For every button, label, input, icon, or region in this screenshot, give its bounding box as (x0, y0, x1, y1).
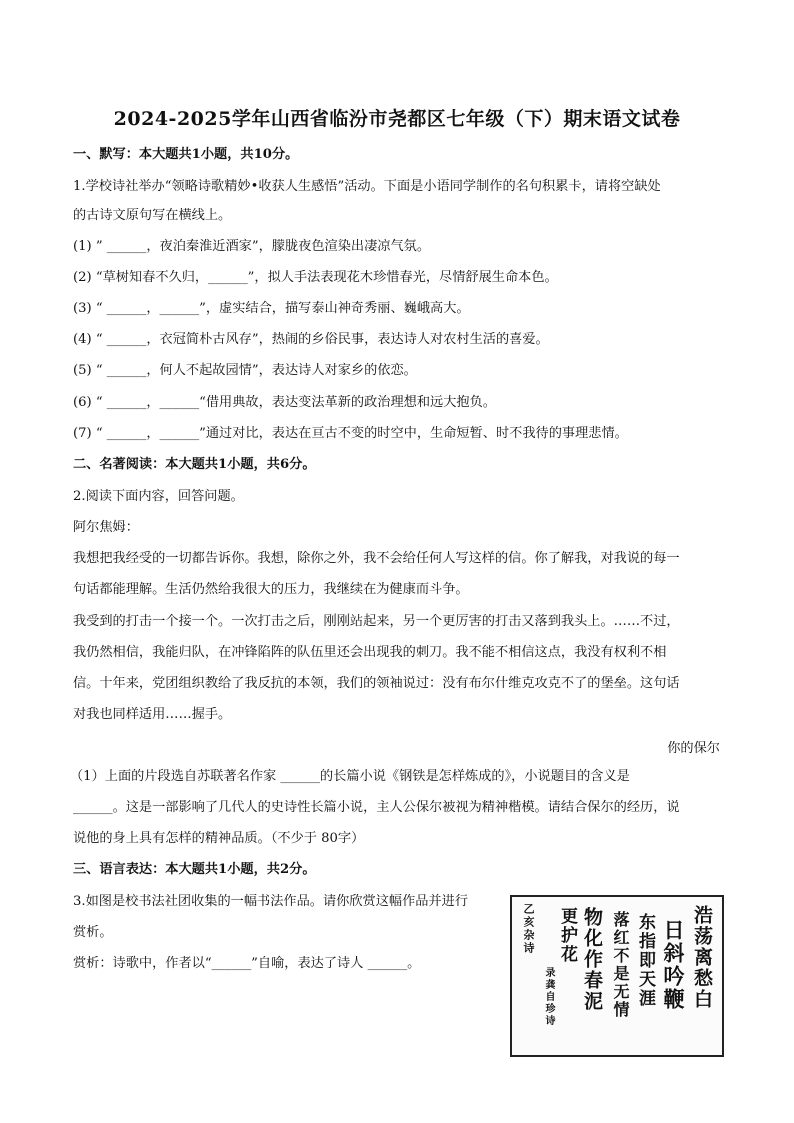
q1-item-4: (4) “ ______，衣冠简朴古风存”，热闹的乡俗民事，表达诗人对农村生活的喜爱。 (73, 332, 549, 347)
letter-p1-line-2: 句话都能理解。生活仍然给我很大的压力，我继续在为健康而斗争。 (73, 582, 469, 597)
letter-p2-line-3: 信。十年来，党团组织教给了我反抗的本领，我们的领袖说过：没有布尔什维克攻克不了的堡垒。这句话 (73, 676, 680, 691)
q3-prompt-line-1: 3.如图是校书法社团收集的一幅书法作品。请你欣赏这幅作品并进行 (73, 894, 469, 909)
section-1-heading: 一、默写：本大题共1小题，共10分。 (73, 147, 299, 162)
calligraphy-column: 落红不是无情 (611, 911, 630, 1019)
q1-item-6: (6) “ ______，______“借用典故，表达变法革新的政治理想和远大抱负。 (73, 395, 496, 410)
q2-prompt: 2.阅读下面内容，回答问题。 (73, 489, 244, 504)
q3-prompt-line-2: 赏析。 (73, 925, 113, 940)
letter-salutation: 阿尔焦姆： (73, 520, 139, 535)
letter-p2-line-1: 我受到的打击一个接一个。一次打击之后，刚刚站起来，另一个更厉害的打击又落到我头上。……不过， (73, 614, 680, 629)
q1-item-7: (7) “ ______，______”通过对比，表达在亘古不变的时空中，生命短暂、时不我待的事理悲情。 (73, 426, 628, 441)
q1-item-1: (1) ” ______，夜泊秦淮近酒家”，朦胧夜色渲染出凄凉气氛。 (73, 239, 431, 254)
q1-item-3: (3) “ ______，______”，虚实结合，描写泰山神奇秀丽、巍峨高大。 (73, 301, 470, 316)
section-2-heading: 二、名著阅读：本大题共1小题，共6分。 (73, 457, 316, 472)
q1-item-5: (5) “ ______，何人不起故园情”，表达诗人对家乡的依恋。 (73, 363, 417, 378)
page-title: 2024-2025学年山西省临汾市尧都区七年级（下）期末语文试卷 (113, 108, 681, 130)
calligraphy-column: 东指即天涯 (635, 913, 655, 1008)
letter-p2-line-4: 对我也同样适用……握手。 (73, 707, 232, 722)
q2-sub1-line-1: （1）上面的片段选自苏联著名作家 ______的长篇小说《钢铁是怎样炼成的》，小说题目的含义是 (70, 769, 630, 784)
calligraphy-column: 录龚自珍诗 (543, 967, 554, 1027)
calligraphy-column: 更护花 (557, 907, 577, 964)
calligraphy-column: 乙亥杂诗 (522, 903, 535, 955)
q1-item-2: (2) “草树知春不久归，______”，拟人手法表现花木珍惜春光，尽情舒展生命本色。 (73, 270, 558, 285)
letter-signature: 你的保尔 (667, 741, 720, 756)
q1-intro-line-1: 1.学校诗社举办“领略诗歌精妙•收获人生感悟”活动。下面是小语同学制作的名句积累卡，请将空缺处 (73, 179, 661, 194)
q2-sub1-line-3: 说他的身上具有怎样的精神品质。（不少于 80字） (73, 831, 365, 846)
calligraphy-column: 浩荡离愁白 (691, 905, 713, 1010)
calligraphy-artwork (510, 895, 724, 1057)
q3-answer-line: 赏析：诗歌中，作者以“______”自喻，表达了诗人 ______。 (73, 956, 421, 971)
q1-intro-line-2: 的古诗文原句写在横线上。 (73, 208, 232, 223)
letter-p1-line-1: 我想把我经受的一切都告诉你。我想，除你之外，我不会给任何人写这样的信。你了解我，对我说的每一 (73, 551, 680, 566)
q2-sub1-line-2: ______。这是一部影响了几代人的史诗性长篇小说，主人公保尔被视为精神楷模。请结合保尔的经历，说 (73, 800, 680, 815)
letter-p2-line-2: 我仍然相信，我能归队，在冲锋陷阵的队伍里还会出现我的刺刀。我不能不相信这点，我没有权利不相 (73, 645, 667, 660)
section-3-heading: 三、语言表达：本大题共1小题，共2分。 (73, 862, 316, 877)
calligraphy-column: 物化作春泥 (581, 907, 603, 1012)
calligraphy-column: 日斜吟鞭 (661, 919, 686, 1011)
